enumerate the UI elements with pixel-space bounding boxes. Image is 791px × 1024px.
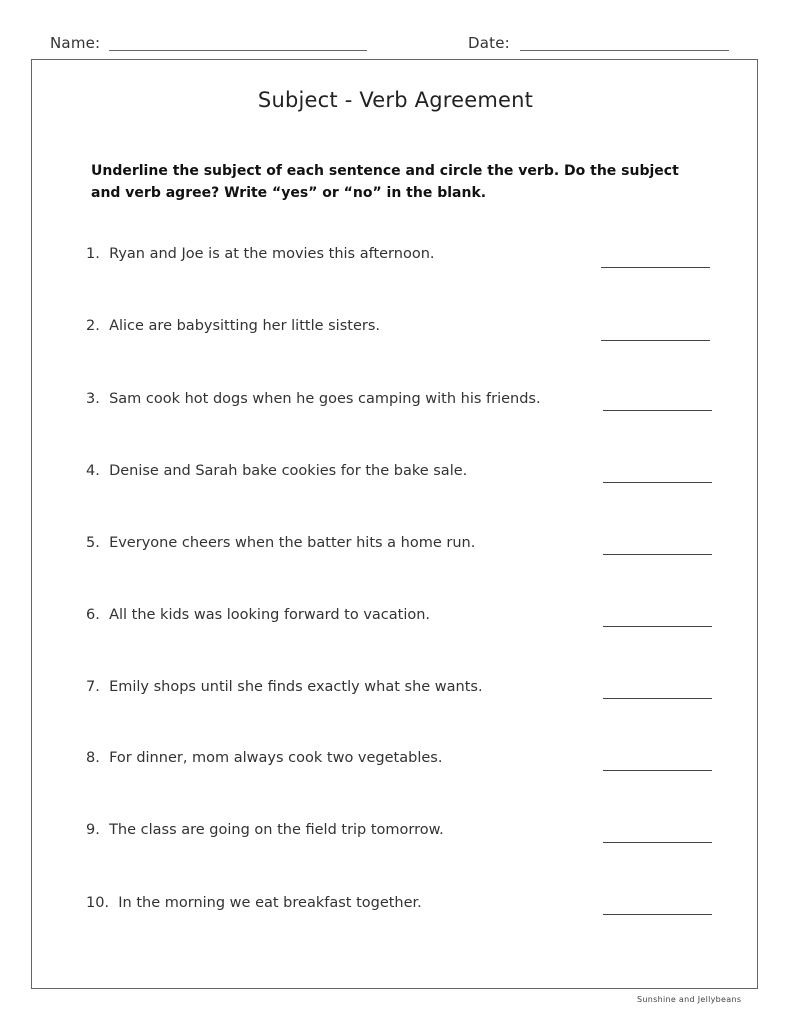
- footer-credit: Sunshine and Jellybeans: [637, 995, 742, 1004]
- answer-blank-1[interactable]: [601, 267, 710, 268]
- question-text: Emily shops until she finds exactly what she wants.: [109, 679, 483, 695]
- question-number: 5.: [86, 535, 100, 551]
- question-number: 7.: [86, 679, 100, 695]
- question-item-9: [86, 822, 444, 838]
- question-item-10: [86, 895, 422, 911]
- question-text: Alice are babysitting her little sisters.: [109, 318, 380, 334]
- name-label: Name:: [50, 34, 101, 52]
- question-text: Everyone cheers when the batter hits a home run.: [109, 535, 476, 551]
- date-field[interactable]: [520, 50, 729, 51]
- question-number: 6.: [86, 607, 100, 623]
- question-number: 3.: [86, 391, 100, 407]
- question-number: 8.: [86, 750, 100, 766]
- answer-blank-8[interactable]: [603, 770, 712, 771]
- date-label: Date:: [468, 34, 510, 52]
- question-text: Denise and Sarah bake cookies for the bake sale.: [109, 463, 468, 479]
- question-item-1: [86, 246, 435, 262]
- answer-blank-2[interactable]: [601, 340, 710, 341]
- answer-blank-6[interactable]: [603, 626, 712, 627]
- question-number: 9.: [86, 822, 100, 838]
- question-item-6: [86, 607, 430, 623]
- question-number: 10.: [86, 895, 110, 911]
- question-number: 2.: [86, 318, 100, 334]
- question-number: 1.: [86, 246, 100, 262]
- page-title: Subject - Verb Agreement: [257, 88, 534, 112]
- question-number: 4.: [86, 463, 100, 479]
- question-text: The class are going on the field trip tomorrow.: [109, 822, 444, 838]
- name-field[interactable]: [109, 50, 367, 51]
- answer-blank-5[interactable]: [603, 554, 712, 555]
- question-text: In the morning we eat breakfast together.: [118, 895, 422, 911]
- answer-blank-4[interactable]: [603, 482, 712, 483]
- answer-blank-3[interactable]: [603, 410, 712, 411]
- question-item-7: [86, 679, 483, 695]
- question-item-2: [86, 318, 380, 334]
- answer-blank-9[interactable]: [603, 842, 712, 843]
- instructions: Underline the subject of each sentence and circle the verb. Do the subject and verb agree? Write “yes” or “no” in the blank.: [91, 163, 679, 201]
- question-text: All the kids was looking forward to vacation.: [109, 607, 431, 623]
- question-item-8: [86, 750, 442, 766]
- question-text: Ryan and Joe is at the movies this afternoon.: [109, 246, 435, 262]
- question-item-5: [86, 535, 475, 551]
- question-text: Sam cook hot dogs when he goes camping with his friends.: [109, 391, 541, 407]
- answer-blank-10[interactable]: [603, 914, 712, 915]
- question-item-3: [86, 391, 541, 407]
- answer-blank-7[interactable]: [603, 698, 712, 699]
- question-text: For dinner, mom always cook two vegetables.: [109, 750, 443, 766]
- question-item-4: [86, 463, 467, 479]
